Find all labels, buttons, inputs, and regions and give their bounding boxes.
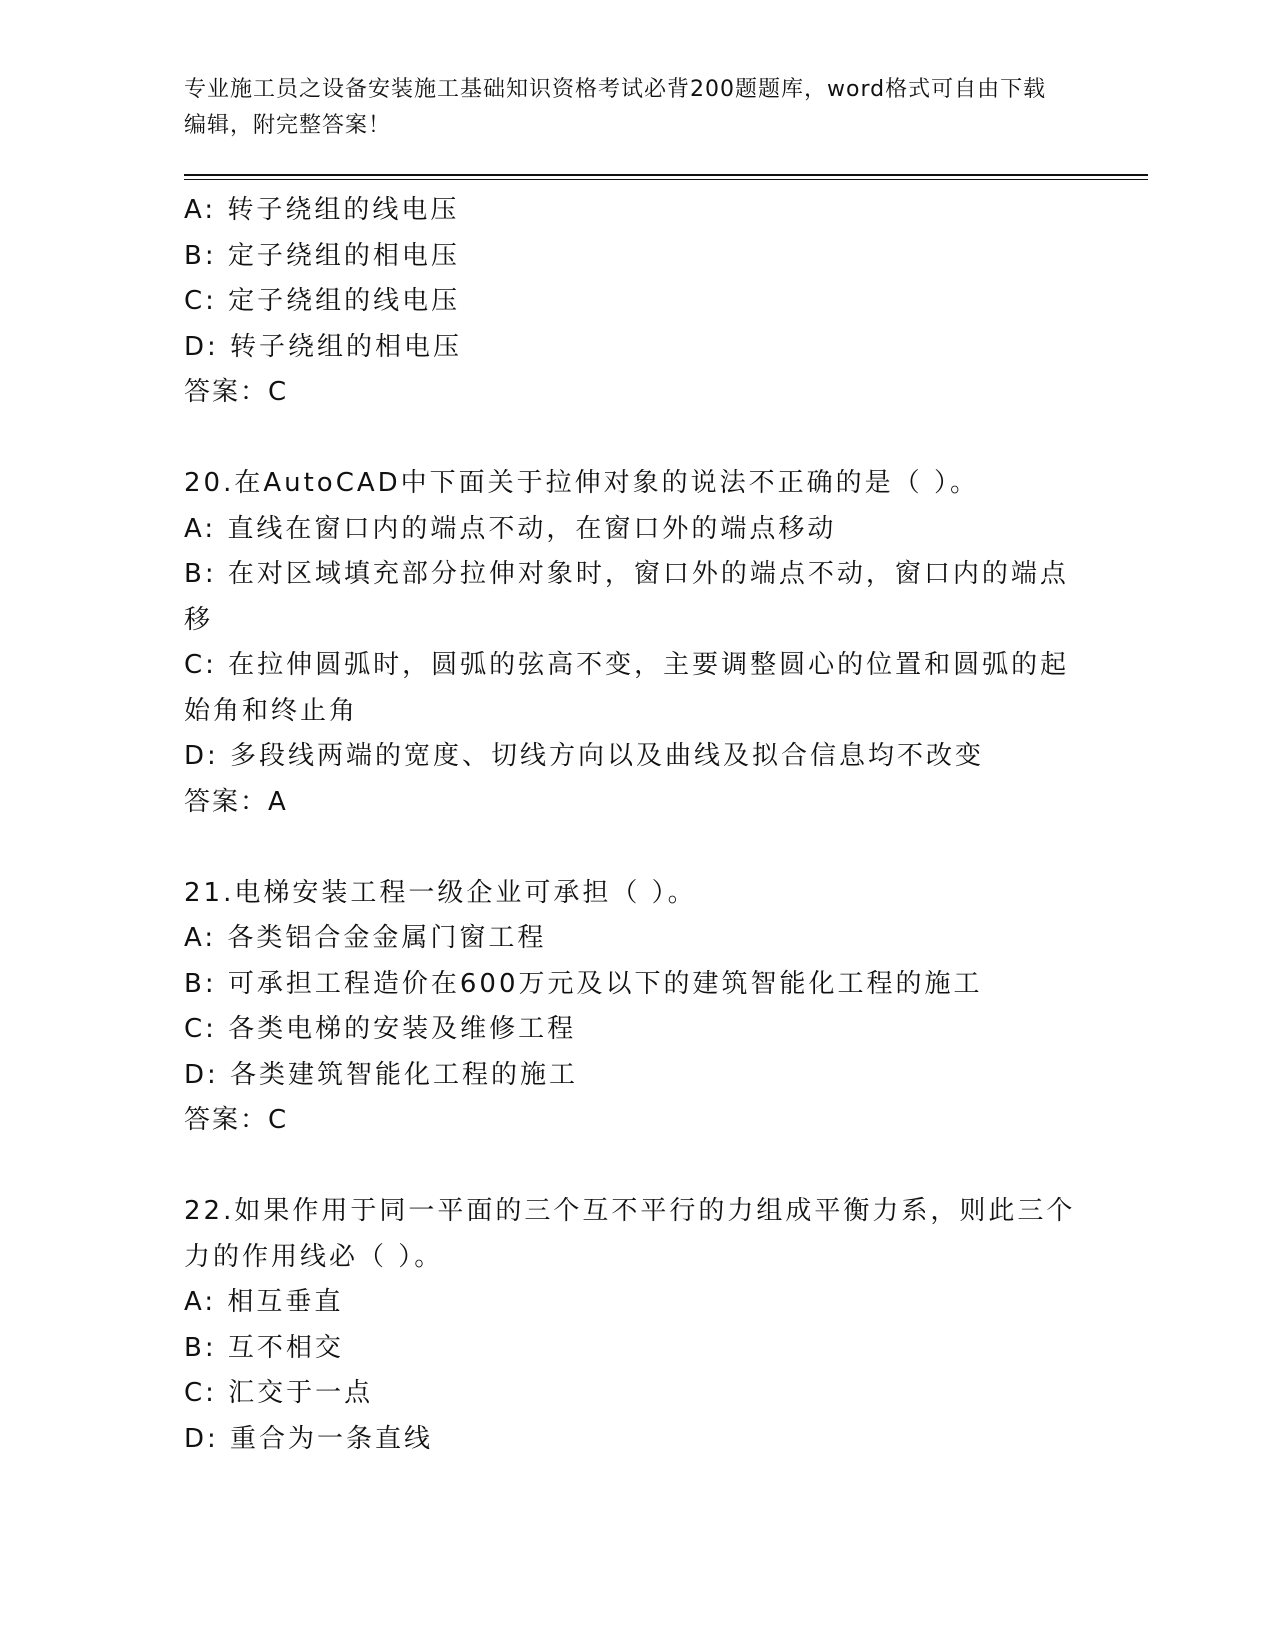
header-rule-thick bbox=[184, 174, 1148, 176]
option-a: A: 直线在窗口内的端点不动，在窗口外的端点移动 bbox=[184, 513, 837, 544]
option-b: B: 可承担工程造价在600万元及以下的建筑智能化工程的施工 bbox=[184, 968, 983, 999]
option-b: B: 在对区域填充部分拉伸对象时，窗口外的端点不动，窗口内的端点移 bbox=[184, 559, 1069, 635]
question-stem: 21.电梯安装工程一级企业可承担（ ）。 bbox=[184, 877, 697, 908]
option-d: D: 重合为一条直线 bbox=[184, 1423, 434, 1454]
option-c: C: 各类电梯的安装及维修工程 bbox=[184, 1014, 577, 1044]
option-b: B: 互不相交 bbox=[184, 1332, 344, 1363]
option-a: A: 相互垂直 bbox=[184, 1287, 344, 1317]
option-d: D: 多段线两端的宽度、切线方向以及曲线及拟合信息均不改变 bbox=[184, 741, 985, 771]
option-c: C: 汇交于一点 bbox=[184, 1378, 374, 1408]
answer-line: 答案：C bbox=[184, 377, 289, 407]
question-stem: 20.在AutoCAD中下面关于拉伸对象的说法不正确的是（ ）。 bbox=[184, 468, 979, 498]
option-b: B: 定子绕组的相电压 bbox=[184, 240, 460, 271]
option-a: A: 各类铝合金金属门窗工程 bbox=[184, 923, 547, 953]
option-d: D: 各类建筑智能化工程的施工 bbox=[184, 1059, 579, 1090]
option-a: A: 转子绕组的线电压 bbox=[184, 195, 460, 225]
header-rule-thin bbox=[184, 179, 1148, 180]
question-block-21 bbox=[184, 871, 1084, 1144]
spacer bbox=[184, 416, 1084, 462]
question-block-20 bbox=[184, 461, 1084, 825]
option-c: C: 在拉伸圆弧时，圆弧的弦高不变，主要调整圆心的位置和圆弧的起始角和终止角 bbox=[184, 650, 1070, 726]
question-block-22 bbox=[184, 1189, 1084, 1462]
question-block-prev bbox=[184, 188, 1084, 416]
option-c: C: 定子绕组的线电压 bbox=[184, 286, 461, 316]
answer-line: 答案：A bbox=[184, 786, 288, 817]
answer-line: 答案：C bbox=[184, 1105, 289, 1135]
document-header: 专业施工员之设备安装施工基础知识资格考试必背200题题库，word格式可自由下载编辑，附完整答案！ bbox=[184, 77, 1047, 138]
question-content bbox=[184, 188, 1084, 1462]
question-stem: 22.如果作用于同一平面的三个互不平行的力组成平衡力系，则此三个力的作用线必（ ）。 bbox=[184, 1196, 1076, 1272]
spacer bbox=[184, 1144, 1084, 1190]
spacer bbox=[184, 825, 1084, 871]
option-d: D: 转子绕组的相电压 bbox=[184, 331, 463, 362]
